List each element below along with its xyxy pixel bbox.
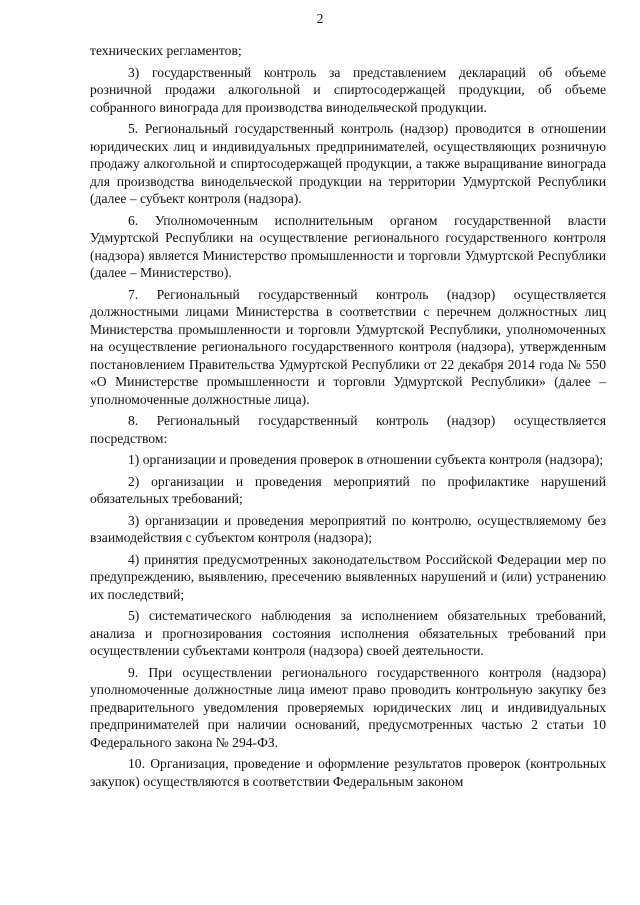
paragraph-8-item-2: 2) организации и проведения мероприятий по профилактике нарушений обязательных требований;: [90, 473, 606, 506]
paragraph-5: 5. Региональный государственный контроль (надзор) проводится в отношении юридических лиц и индивидуальных предпринимателей, осуществляющих розничную продажу алкогольной и спиртосодержащей продукции, а также выращивание винограда для производства винодельческой продукции на территории Удмуртской Республики (далее – субъект контроля (надзора).: [90, 121, 606, 206]
document-body: [90, 42, 606, 794]
paragraph-9: 9. При осуществлении регионального государственного контроля (надзора) уполномоченные должностные лица имеют право проводить контрольную закупку без предварительного уведомления проверяемых юридических лиц и индивидуальных предпринимателей при наличии оснований, предусмотренных частью 2 статьи 10 Федерального закона № 294-ФЗ.: [90, 664, 606, 750]
paragraph-6: 6. Уполномоченным исполнительным органом государственной власти Удмуртской Республики на осуществление регионального государственного контроля (надзора) является Министерство промышленности и торговли Удмуртской Республики (далее – Министерство).: [90, 212, 606, 280]
paragraph-10: 10. Организация, проведение и оформление результатов проверок (контрольных закупок) осуществляются в соответствии Федеральным законом: [90, 756, 606, 789]
page-number: 2: [316, 11, 324, 26]
paragraph-8-item-1: 1) организации и проведения проверок в отношении субъекта контроля (надзора);: [128, 452, 604, 467]
paragraph-8-item-5: 5) систематического наблюдения за исполнением обязательных требований, анализа и прогнозирования состояния исполнения обязательных требований при осуществлении субъектами контроля (надзора) своей деятельности.: [90, 608, 606, 658]
paragraph-8-item-4: 4) принятия предусмотренных законодательством Российской Федерации мер по предупреждению, выявлению, пресечению выявленных нарушений и (или) устранению их последствий;: [90, 551, 606, 602]
paragraph-8-item-3: 3) организации и проведения мероприятий по контролю, осуществляемому без взаимодействия с субъектом контроля (надзора);: [90, 512, 606, 545]
paragraph-continuation: технических регламентов;: [90, 43, 242, 58]
paragraph-7: 7. Региональный государственный контроль (надзор) осуществляется должностными лицами Министерства в соответствии с перечнем должностных лиц Министерства промышленности и торговли Удмуртской Республики, уполномоченных на осуществление регионального государственного контроля (надзора), утвержденным постановлением Правительства Удмуртской Республики от 22 декабря 2014 года № 550 «О Министерстве промышленности и торговли Удмуртской Республики» (далее – уполномоченные должностные лица).: [90, 286, 606, 407]
paragraph-8: 8. Региональный государственный контроль (надзор) осуществляется посредством:: [90, 413, 606, 446]
paragraph-item-3: 3) государственный контроль за представлением деклараций об объеме розничной продажи алкогольной и спиртосодержащей продукции, об объеме собранного винограда для производства винодельческой продукции.: [90, 64, 606, 115]
